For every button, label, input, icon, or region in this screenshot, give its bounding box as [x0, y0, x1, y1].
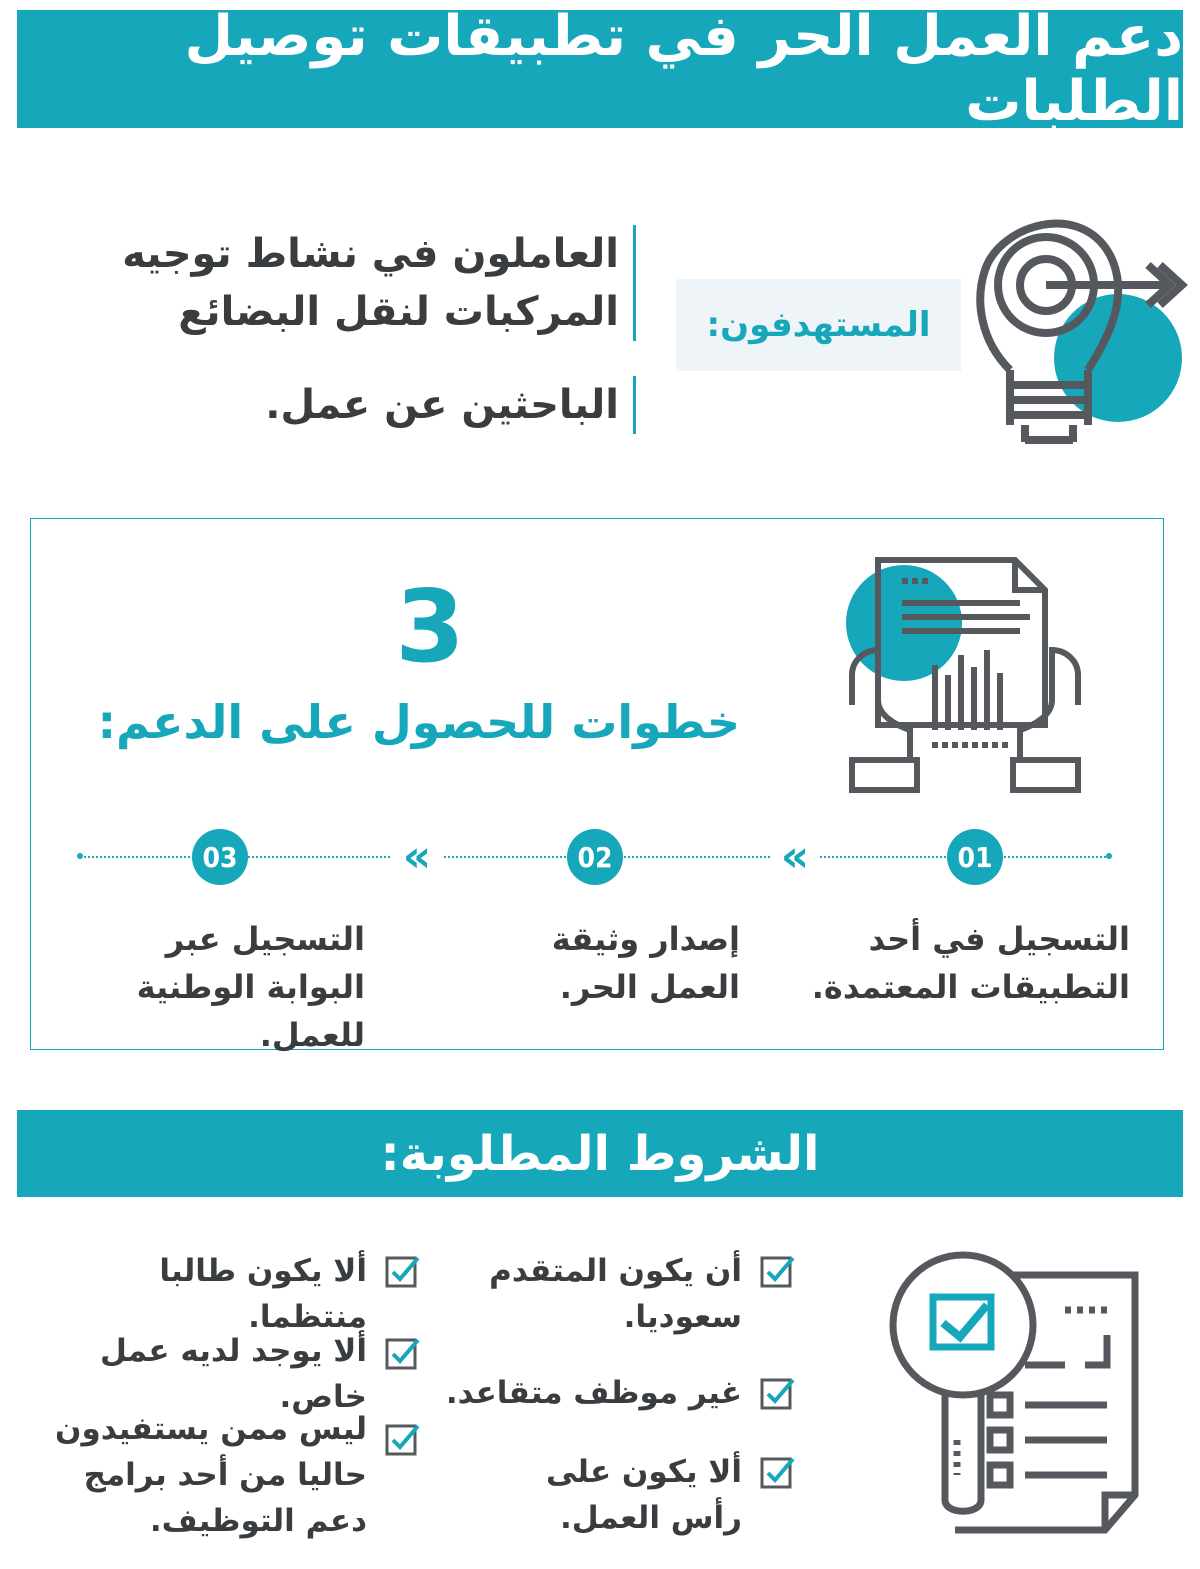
step-label-3: التسجيل عبر البوابة الوطنية للعمل. — [136, 920, 365, 1054]
chevron-left-icon: « — [392, 832, 442, 882]
steps-heading: خطوات للحصول على الدعم: — [97, 695, 740, 749]
targeted-item-text: العاملون في نشاط توجيه المركبات لنقل البضائع — [122, 231, 619, 335]
checkbox-icon — [760, 1376, 796, 1410]
condition-item: ألا يكون على رأس العمل. — [545, 1454, 742, 1536]
condition-item: ليس ممن يستفيدون حاليا من أحد برامج دعم التوظيف. — [54, 1411, 367, 1539]
condition-item: ألا يكون طالبا منتظما. — [159, 1253, 367, 1335]
checkbox-icon — [385, 1422, 421, 1456]
condition-item: غير موظف متقاعد. — [445, 1375, 742, 1411]
condition-item: أن يكون المتقدم سعوديا. — [489, 1253, 742, 1335]
checkbox-icon — [385, 1336, 421, 1370]
timeline-end-dot — [1106, 853, 1112, 859]
chevron-left-icon: « — [770, 832, 820, 882]
steps-count: 3 — [395, 568, 465, 685]
conditions-title: الشروط المطلوبة: — [17, 1110, 1183, 1197]
step-number-3: 03 — [192, 829, 248, 885]
step-label-1: التسجيل في أحد التطبيقات المعتمدة. — [811, 920, 1130, 1006]
targeted-item-text: الباحثين عن عمل. — [265, 382, 619, 428]
checkbox-icon — [760, 1254, 796, 1288]
targeted-item — [265, 376, 636, 434]
page-title: دعم العمل الحر في تطبيقات توصيل الطلبات — [17, 10, 1183, 128]
condition-item: ألا يوجد لديه عمل خاص. — [99, 1333, 367, 1415]
step-label-2: إصدار وثيقة العمل الحر. — [551, 920, 740, 1006]
target-lightbulb-icon — [970, 200, 1190, 450]
targeted-item — [9, 225, 636, 341]
checkbox-icon — [385, 1254, 421, 1288]
checklist-magnifier-icon — [885, 1245, 1145, 1540]
targeted-label: المستهدفون: — [676, 279, 961, 371]
step-number-2: 02 — [567, 829, 623, 885]
checkbox-icon — [760, 1455, 796, 1489]
step-number-1: 01 — [947, 829, 1003, 885]
timeline-end-dot — [77, 853, 83, 859]
document-hands-icon — [840, 555, 1090, 795]
